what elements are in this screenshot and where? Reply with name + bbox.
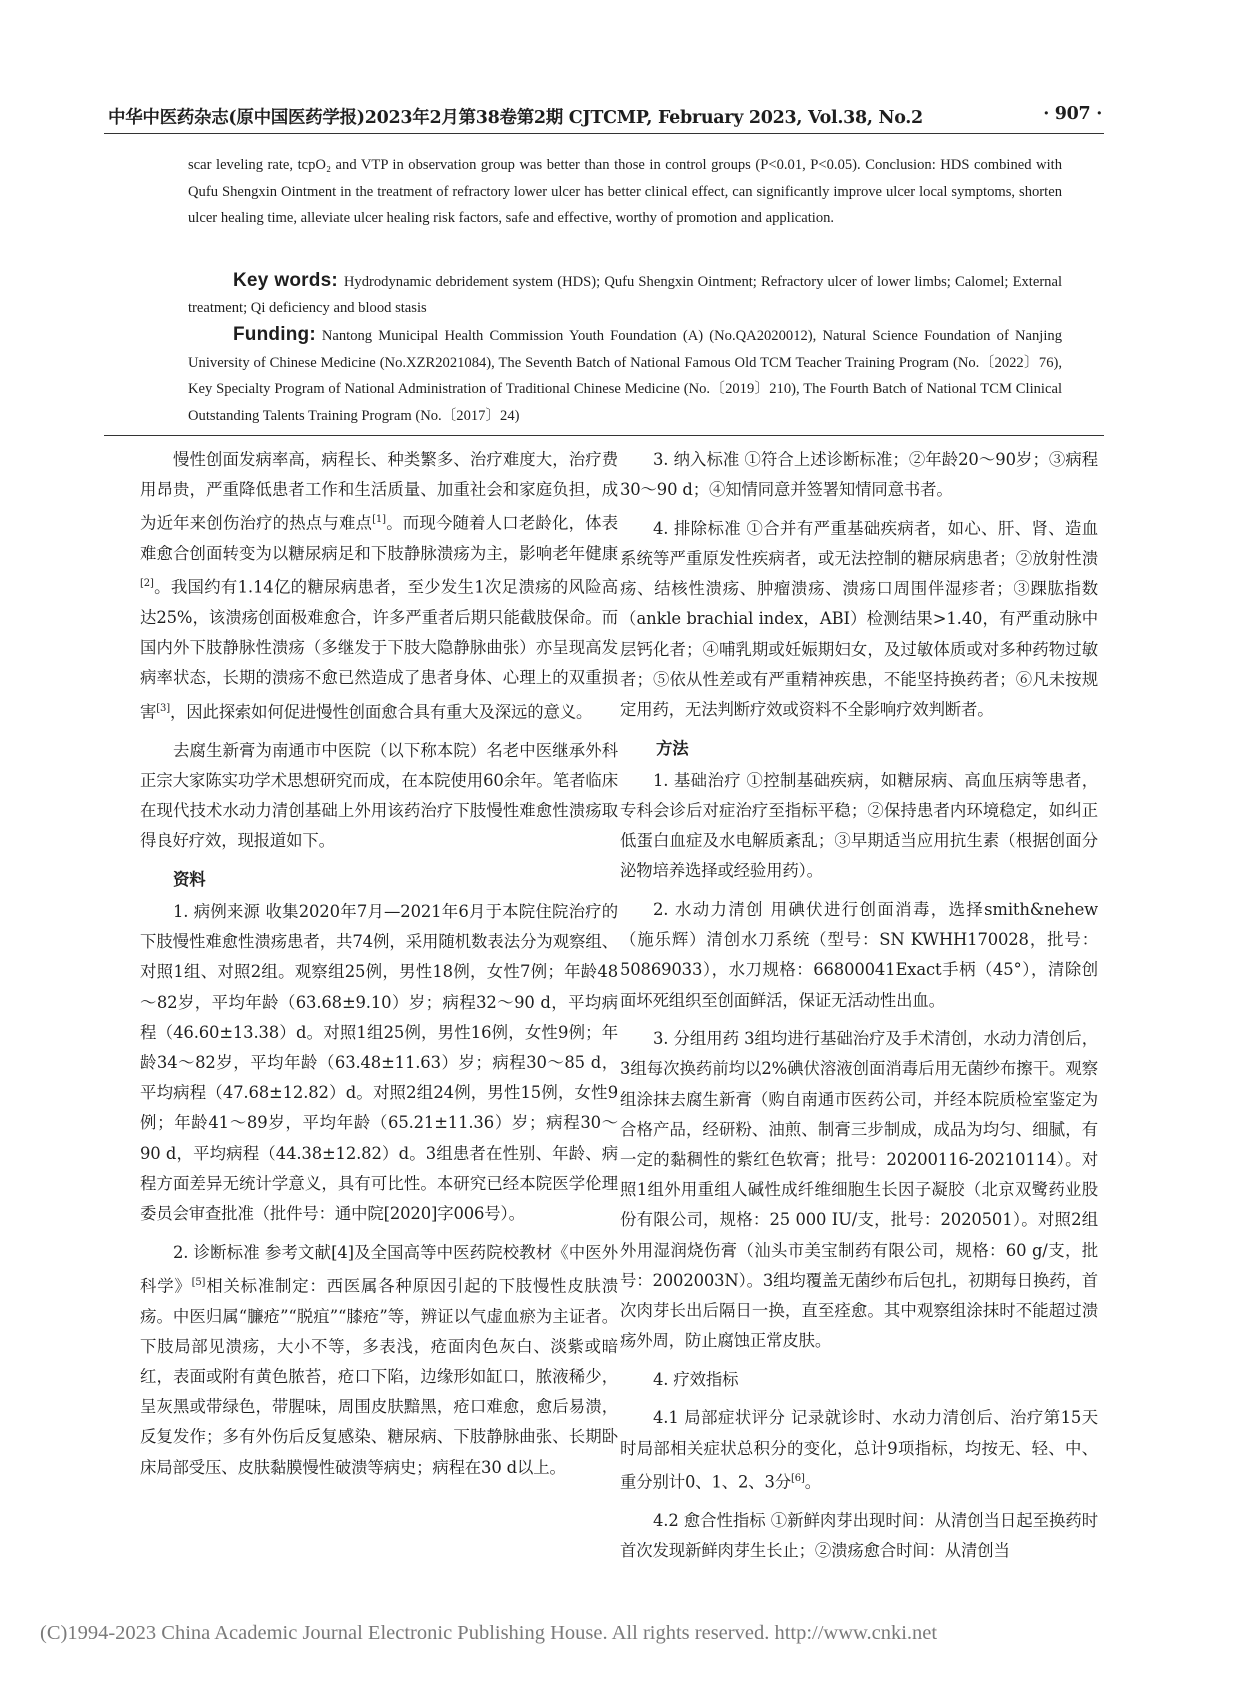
section-rule — [104, 435, 1104, 436]
keywords-block — [188, 268, 1062, 321]
paragraph-local-symptom-score — [620, 1403, 1098, 1497]
citation-2: [2] — [140, 578, 154, 590]
paragraph-inclusion: 3. 纳入标准 ①符合上述诊断标准；②年龄20～90岁；③病程30～90 d；④知情同意并签署知情同意书者。 — [620, 450, 1098, 500]
keywords-label: Key words: — [233, 270, 338, 291]
citation-5: [5] — [191, 1276, 206, 1288]
abstract-text: scar leveling rate, tcpO₂ and VTP in observation group was better than those in control groups (P<0.01, P<0.05). Conclusion: HDS combined with Qufu Shengxin Ointment in the treatment of refractory lower ulcer has better clinical effect, can significantly improve ulcer local symptoms, shorten ulcer healing time, alleviate ulcer healing risk factors, safe and effective, worthy of promotion and application. — [188, 157, 1062, 226]
right-column — [620, 445, 1098, 1566]
diagnosis-text-a: 2. 诊断标准 参考文献[4]及全国高等中医药院校教材《中医外科学》 — [140, 1242, 618, 1296]
header-rule — [104, 133, 1104, 134]
intro-text-d: ，因此探索如何促进慢性创面愈合具有重大及深远的意义。 — [169, 702, 593, 722]
intro-text-a: 慢性创面发病率高，病程长、种类繁多、治疗难度大，治疗费用昂贵，严重降低患者工作和生活质量、加重社会和家庭负担，成为近年来创伤治疗的热点与难点 — [140, 450, 618, 533]
paragraph-basic-treatment: 1. 基础治疗 ①控制基础疾病，如糖尿病、高血压病等患者，专科会诊后对症治疗至指标平稳；②保持患者内环境稳定，如纠正低蛋白血症及水电解质紊乱；③早期适当应用抗生素（根据创面分泌物培养选择或经验用药）。 — [620, 770, 1098, 881]
symptom-score-text: 4.1 局部症状评分 记录就诊时、水动力清创后、治疗第15天时局部相关症状总积分的变化，总计9项指标，均按无、轻、中、重分别计0、1、2、3分 — [620, 1408, 1098, 1492]
running-header — [62, 96, 1102, 126]
paragraph-diagnosis — [140, 1238, 618, 1483]
citation-1: [1] — [372, 514, 386, 526]
paragraph-efficacy-index: 4. 疗效指标 — [653, 1369, 739, 1389]
paragraph-hydrodynamic: 2. 水动力清创 用碘伏进行创面消毒，选择smith&nehew（施乐辉）清创水刀系统（型号：SN KWHH170028，批号：50869033），水刀规格：66800041Exact手柄（45°），清除创面坏死组织至创面鲜活，保证无活动性出血。 — [620, 900, 1098, 1010]
keywords-text: Hydrodynamic debridement system (HDS); Qufu Shengxin Ointment; Refractory ulcer of lower limbs; Calomel; External treatment; Qi deficiency and blood stasis — [188, 274, 1063, 316]
intro-paragraph-1 — [140, 445, 618, 727]
citation-6: [6] — [791, 1472, 805, 1484]
funding-text: Nantong Municipal Health Commission Youth Foundation (A) (No.QA2020012), Natural Science Foundation of Nanjing University of Chinese Medicine (No.XZR2021084), The Seventh Batch of National Famous Old TCM Teacher Training Program (No.〔2022〕76), Key Specialty Program of National Administration of Traditional Chinese Medicine (No.〔2019〕210), The Fourth Batch of National TCM Clinical Outstanding Talents Training Program (No.〔2017〕24) — [188, 328, 1062, 424]
journal-citation: 中华中医药杂志(原中国医药学报)2023年2月第38卷第2期 CJTCMP, February 2023, Vol.38, No.2 — [108, 108, 923, 128]
page-number: · 907 · — [1043, 104, 1102, 124]
citation-3: [3] — [156, 702, 170, 714]
funding-label: Funding: — [233, 324, 316, 345]
section-heading-methods: 方法 — [656, 738, 689, 758]
section-heading-materials: 资料 — [173, 869, 206, 889]
diagnosis-text-b: 相关标准制定：西医属各种原因引起的下肢慢性皮肤溃疡。中医归属“臁疮”“脱疽”“膝疮”等，辨证以气虚血瘀为主证者。下肢局部见溃疡，大小不等，多表浅，疮面肉色灰白、淡紫或暗红，表面或附有黄色脓苔，疮口下陷，边缘形如缸口，脓液稀少，呈灰黑或带绿色，带腥味，周围皮肤黯黑，疮口难愈，愈后易溃，反复发作；多有外伤后反复感染、糖尿病、下肢静脉曲张、长期卧床局部受压、皮肤黏膜慢性破溃等病史；病程在30 d以上。 — [140, 1276, 618, 1477]
copyright-footer: (C)1994-2023 China Academic Journal Electronic Publishing House. All rights reserved. http://www.cnki.net — [40, 1622, 938, 1644]
paragraph-case-source: 1. 病例来源 收集2020年7月—2021年6月于本院住院治疗的下肢慢性难愈性溃疡患者，共74例，采用随机数表法分为观察组、对照1组、对照2组。观察组25例，男性18例，女性7例；年龄48～82岁，平均年龄（63.68±9.10）岁；病程32～90 d，平均病程（46.60±13.38）d。对照1组25例，男性16例，女性9例；年龄34～82岁，平均年龄（63.48±11.63）岁；病程30～85 d，平均病程（47.68±12.82）d。对照2组24例，男性15例，女性9例；年龄41～89岁，平均年龄（65.21±11.36）岁；病程30～90 d，平均病程（44.38±12.82）d。3组患者在性别、年龄、病程方面差异无统计学意义，具有可比性。本研究已经本院医学伦理委员会审查批准（批件号：通中院[2020]字006号）。 — [140, 902, 618, 1224]
paragraph-group-medication: 3. 分组用药 3组均进行基础治疗及手术清创，水动力清创后，3组每次换药前均以2%碘伏溶液创面消毒后用无菌纱布擦干。观察组涂抹去腐生新膏（购自南通市医药公司，并经本院质检室鉴定为合格产品，经研粉、油煎、制膏三步制成，成品为均匀、细腻，有一定的黏稠性的紫红色软膏；批号：20200116-20210114）。对照1组外用重组人碱性成纤维细胞生长因子凝胶（北京双鹭药业股份有限公司，规格：25 000 IU/支，批号：2020501）。对照2组外用湿润烧伤膏（汕头市美宝制药有限公司，规格：60 g/支，批号：2002003N）。3组均覆盖无菌纱布后包扎，初期每日换药，首次肉芽长出后隔日一换，直至痊愈。其中观察组涂抹时不能超过溃疡外周，防止腐蚀正常皮肤。 — [620, 1029, 1098, 1351]
intro-text-c: 。我国约有1.14亿的糖尿病患者，至少发生1次足溃疡的风险高达25%，该溃疡创面极难愈合，许多严重者后期只能截肢保命。而国内外下肢静脉性溃疡（多继发于下肢大隐静脉曲张）亦呈现高发病率状态，长期的溃疡不愈已然造成了患者身体、心理上的双重损害 — [140, 577, 618, 722]
intro-text-b: 。而现今随着人口老龄化，体表难愈合创面转变为以糖尿病足和下肢静脉溃疡为主，影响老年健康 — [140, 513, 618, 564]
paragraph-healing-index: 4.2 愈合性指标 ①新鲜肉芽出现时间：从清创当日起至换药时首次发现新鲜肉芽生长止；②溃疡愈合时间：从清创当 — [620, 1510, 1098, 1561]
left-column — [140, 445, 618, 1483]
intro-paragraph-2: 去腐生新膏为南通市中医院（以下称本院）名老中医继承外科正宗大家陈实功学术思想研究而成，在本院使用60余年。笔者临床在现代技术水动力清创基础上外用该药治疗下肢慢性难愈性溃疡取得良好疗效，现报道如下。 — [140, 740, 618, 851]
paragraph-exclusion: 4. 排除标准 ①合并有严重基础疾病者，如心、肝、肾、造血系统等严重原发性疾病者，或无法控制的糖尿病患者；②放射性溃疡、结核性溃疡、肿瘤溃疡、溃疡口周围伴湿疹者；③踝肱指数（ankle brachial index，ABI）检测结果>1.40，有严重动脉中层钙化者；④哺乳期或妊娠期妇女，及过敏体质或对多种药物过敏者；⑤依从性差或有严重精神疾患，不能坚持换药者；⑥凡未按规定用药，无法判断疗效或资料不全影响疗效判断者。 — [620, 518, 1098, 720]
symptom-score-end: 。 — [804, 1472, 822, 1492]
funding-block — [188, 322, 1062, 429]
